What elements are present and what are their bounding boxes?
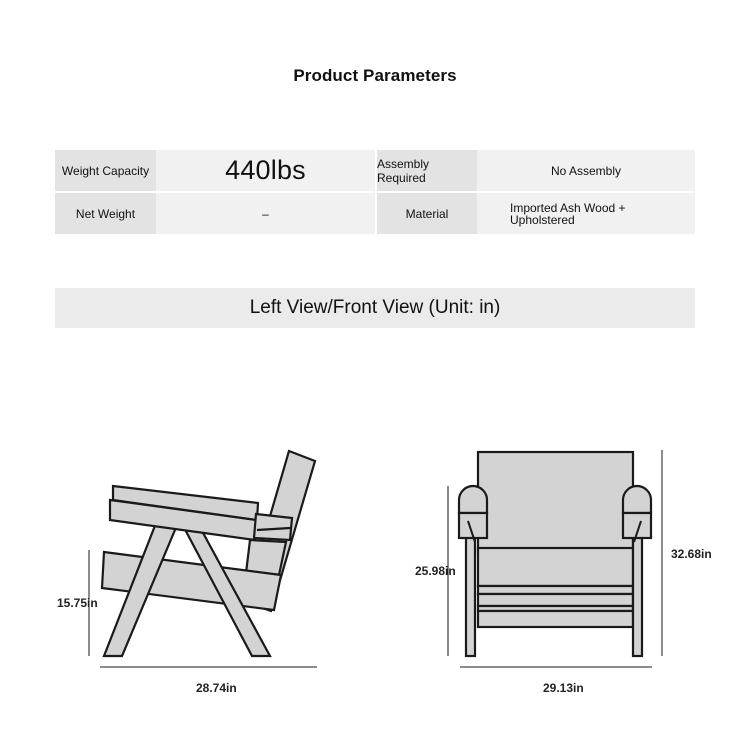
front-seat bbox=[478, 548, 633, 586]
side-arm-end bbox=[254, 514, 292, 540]
material-value-line2: Upholstered bbox=[510, 212, 575, 227]
front-seat-height-label: 25.98in bbox=[415, 564, 456, 578]
front-left-arm-top bbox=[459, 486, 487, 513]
weight-capacity-value: 440lbs bbox=[156, 150, 375, 191]
weight-capacity-label: Weight Capacity bbox=[55, 150, 156, 191]
material-value-line1: Imported Ash Wood + bbox=[510, 200, 626, 215]
view-section-title: Left View/Front View (Unit: in) bbox=[55, 288, 695, 328]
net-weight-value: – bbox=[156, 193, 375, 234]
side-back-support bbox=[246, 540, 286, 575]
front-right-arm-top bbox=[623, 486, 651, 513]
assembly-required-label: Assembly Required bbox=[377, 150, 477, 191]
side-view-chair bbox=[102, 451, 315, 656]
front-total-height-label: 32.68in bbox=[671, 547, 712, 561]
front-rail-4 bbox=[478, 611, 633, 627]
front-backrest bbox=[478, 452, 633, 552]
front-rail-2 bbox=[478, 594, 633, 606]
side-height-label: 15.75in bbox=[57, 596, 98, 610]
page-title: Product Parameters bbox=[293, 66, 457, 85]
side-width-label: 28.74in bbox=[196, 681, 237, 695]
material-label: Material bbox=[377, 193, 477, 234]
front-rail-1 bbox=[478, 586, 633, 594]
net-weight-label: Net Weight bbox=[55, 193, 156, 234]
assembly-required-value: No Assembly bbox=[477, 150, 695, 191]
front-width-label: 29.13in bbox=[543, 681, 584, 695]
front-view-chair bbox=[459, 452, 651, 656]
